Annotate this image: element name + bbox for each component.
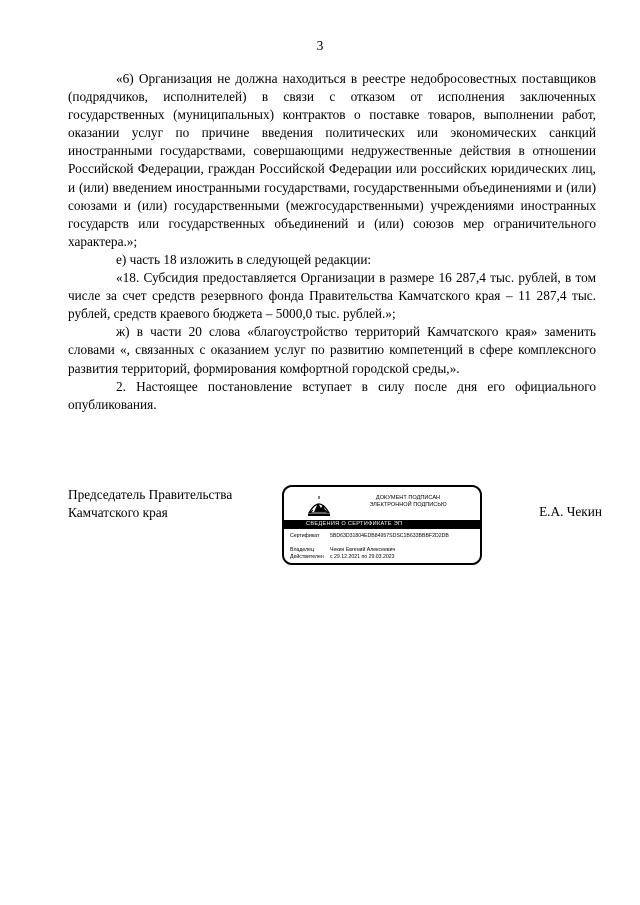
validity-value: с 29.12.2021 по 29.03.2023 (330, 553, 395, 560)
signatory-title-line1: Председатель Правительства (68, 487, 233, 502)
electronic-signature-stamp (282, 485, 482, 565)
page-number: 3 (316, 38, 324, 53)
paragraph-subsidy-amount: «18. Субсидия предоставляется Организации в размере 16 287,4 тыс. рублей, в том числе за счет средств резервного фонда Правительства Камчатского края – 11 287,4 тыс. рублей, средств краевого бюджета – 5000,0 тыс. рублей.»; (68, 270, 596, 322)
signatory-title (68, 486, 232, 522)
stamp-caption-line1: ДОКУМЕНТ ПОДПИСАН (375, 495, 441, 501)
owner-value: Чекин Евгений Алексеевич (330, 547, 396, 553)
certificate-value: 5BD63D31804EDB84957SDSC1B633BBBF2D2DB (330, 533, 449, 539)
paragraph-part20-wording: ж) в части 20 слова «благоустройство территорий Камчатского края» заменить словами «, связанных с оказанием услуг по развитию компетенций в сфере комплексного развития территорий, формирования комфортной городской среды,». (68, 324, 596, 376)
stamp-certificate-bar: СВЕДЕНИЯ О СЕРТИФИКАТЕ ЭП (284, 520, 480, 529)
stamp-certificate-row (290, 533, 476, 540)
stamp-caption-line2: ЭЛЕКТРОННОЙ ПОДПИСЬЮ (369, 502, 447, 508)
paragraph-sanctions: «6) Организация не должна находиться в реестре недобросовестных поставщиков (подрядчиков, исполнителей) в связи с отказом от исполнения заключенных государственных (муниципальных) контрактов о поставке товаров, выполнении работ, оказании услуг по причине введения политических или экономических санкций иностранными государствами, совершающими недружественные действия в отношении Российской Федерации, граждан Российской Федерации или российских юридических лиц, и (или) введением иностранными государствами, государственными объединениями и (или) союзами и (или) государственными (межгосударственными) учреждениями иностранных государств или государственных объединений и (или) союзов мер ограничительного характера.»; (68, 71, 596, 249)
owner-label: Владелец (290, 547, 314, 553)
paragraph-part18-intro: е) часть 18 изложить в следующей редакции: (116, 251, 372, 267)
signer-name: Е.А. Чекин (539, 504, 602, 519)
signatory-title-line2: Камчатского края (68, 505, 168, 521)
validity-label: Действителен (290, 553, 324, 560)
paragraph-effective-date: 2. Настоящее постановление вступает в силу после дня его официального опубликования. (68, 378, 596, 412)
stamp-validity-row (290, 554, 476, 561)
stamp-caption (344, 495, 472, 509)
certificate-label: Сертификат (290, 533, 320, 539)
coat-of-arms-icon (304, 493, 334, 517)
document-body (68, 70, 596, 414)
